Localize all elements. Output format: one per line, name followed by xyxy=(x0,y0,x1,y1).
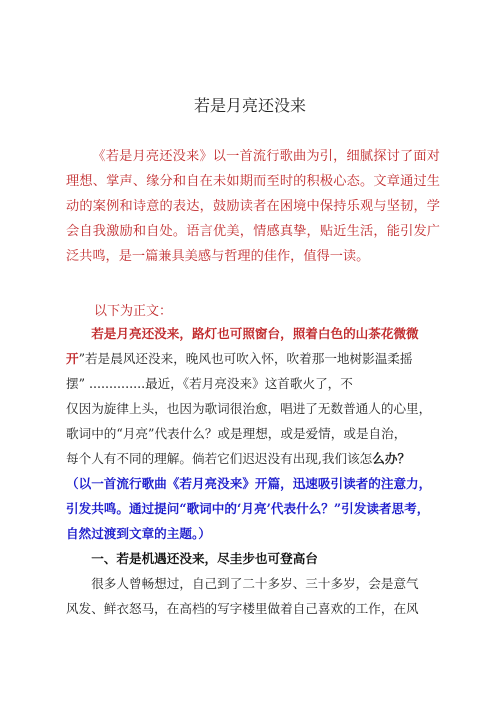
body-line: 仅因为旋律上头，也因为歌词很治愈，唱进了无数普通人的心里， xyxy=(66,401,432,416)
body-line-text: 每个人有不同的理解。倘若它们迟迟没有出现,我们该怎 xyxy=(66,451,373,466)
intro-label: 以下为正文： xyxy=(94,304,173,319)
lyric-rest-1: ”若是晨风还没来，晚风也可吹入怀，吹着那一地树影温柔摇 xyxy=(78,351,413,366)
body-line-bold: 么办？ xyxy=(372,451,411,466)
lyric-lead xyxy=(66,321,440,371)
lyric-lead-text: 若是月亮还没来，路灯也可照窗台，照着白色的山茶花微微开 xyxy=(66,326,419,366)
section-heading: 一、若是机遇还没来，尽圭步也可登高台 xyxy=(91,551,318,566)
summary-note: （以一首流行歌曲《若月亮没来》开篇，迅速吸引读者的注意力，引发共鸣。通过提问“歌词中的‘月亮’代表什么？”引发读者思考，自然过渡到文章的主题。） xyxy=(66,476,432,541)
lyric-rest-2: 摆” ..............最近，《若月亮没来》这首歌火了，不 xyxy=(66,376,353,391)
body-line xyxy=(66,446,440,471)
section-line: 很多人曾畅想过，自己到了二十多岁、三十多岁，会是意气 xyxy=(91,576,419,591)
body-line: 歌词中的“月亮”代表什么？或是理想，或是爱情，或是自治， xyxy=(66,426,407,441)
section-line: 风发、鲜衣怒马，在高档的写字楼里做着自己喜欢的工作，在风 xyxy=(66,601,419,616)
document-title: 若是月亮还没来 xyxy=(193,96,306,115)
abstract-paragraph: 《若是月亮还没来》以一首流行歌曲为引，细腻探讨了面对理想、掌声、缘分和自在未如期而至时的积极心态。文章通过生动的案例和诗意的表达，鼓励读者在困境中保持乐观与坚韧，学会自我激励和自处。语言优美，情感真挚，贴近生活，能引发广泛共鸣，是一篇兼具美感与哲理的佳作，值得一读。 xyxy=(66,149,440,264)
body-text xyxy=(66,321,440,621)
